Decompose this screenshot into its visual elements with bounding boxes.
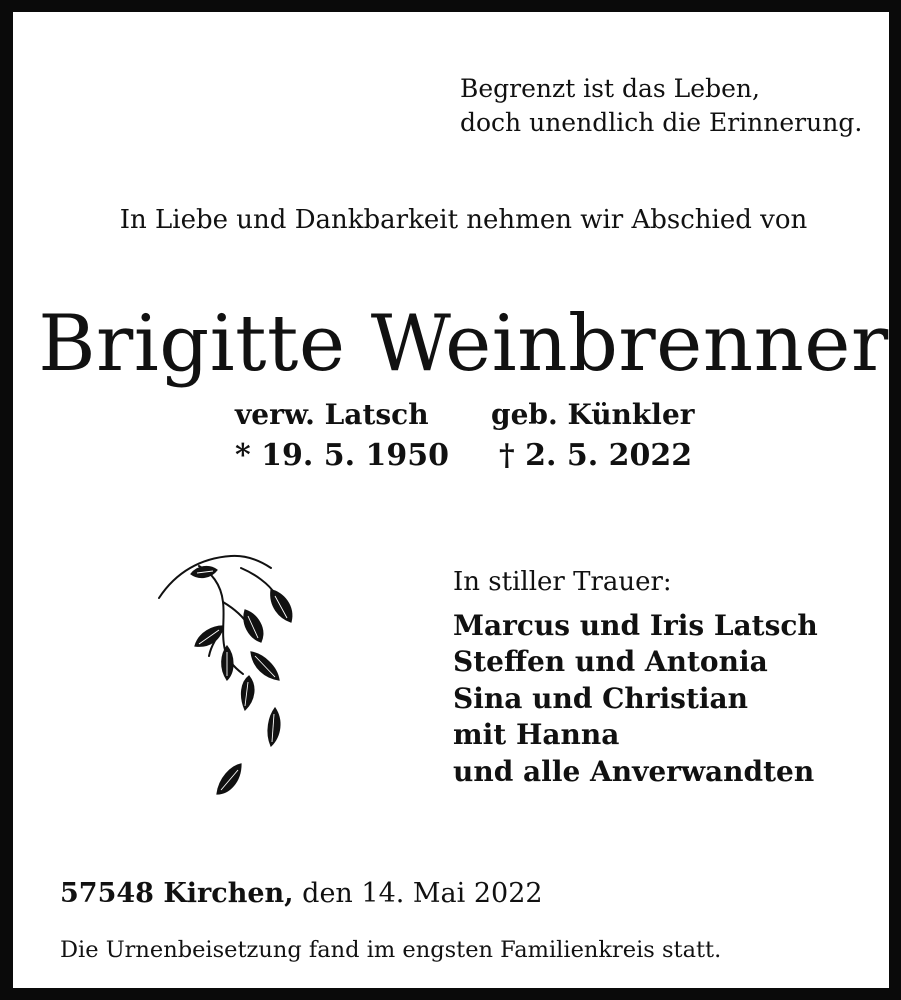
memorial-quote [460, 72, 862, 140]
deceased-name: Brigitte Weinbrenner [38, 299, 889, 389]
notice-date: den 14. Mai 2022 [302, 878, 543, 909]
birth-date: * 19. 5. 1950 [235, 438, 450, 473]
list-item: Sina und Christian [453, 681, 749, 715]
birth-name: geb. Künkler [491, 398, 695, 431]
farewell-intro: In Liebe und Dankbarkeit nehmen wir Abschied von [119, 205, 808, 235]
quote-line-1: Begrenzt ist das Leben, [460, 74, 760, 103]
list-item: Steffen und Antonia [453, 645, 768, 679]
list-item: Marcus und Iris Latsch [453, 609, 818, 642]
place-name: 57548 Kirchen, [60, 878, 294, 909]
burial-note: Die Urnenbeisetzung fand im engsten Familienkreis statt. [60, 937, 722, 963]
death-date: † 2. 5. 2022 [499, 438, 693, 473]
mourners-list [453, 608, 818, 790]
quote-line-2: doch unendlich die Erinnerung. [460, 108, 863, 137]
place-date-line [60, 878, 543, 909]
widowed-name: verw. Latsch [235, 398, 429, 431]
list-item: und alle Anverwandten [453, 754, 815, 788]
birch-leaves-icon [151, 550, 311, 812]
list-item: mit Hanna [453, 718, 620, 752]
mourning-label: In stiller Trauer: [453, 567, 672, 597]
